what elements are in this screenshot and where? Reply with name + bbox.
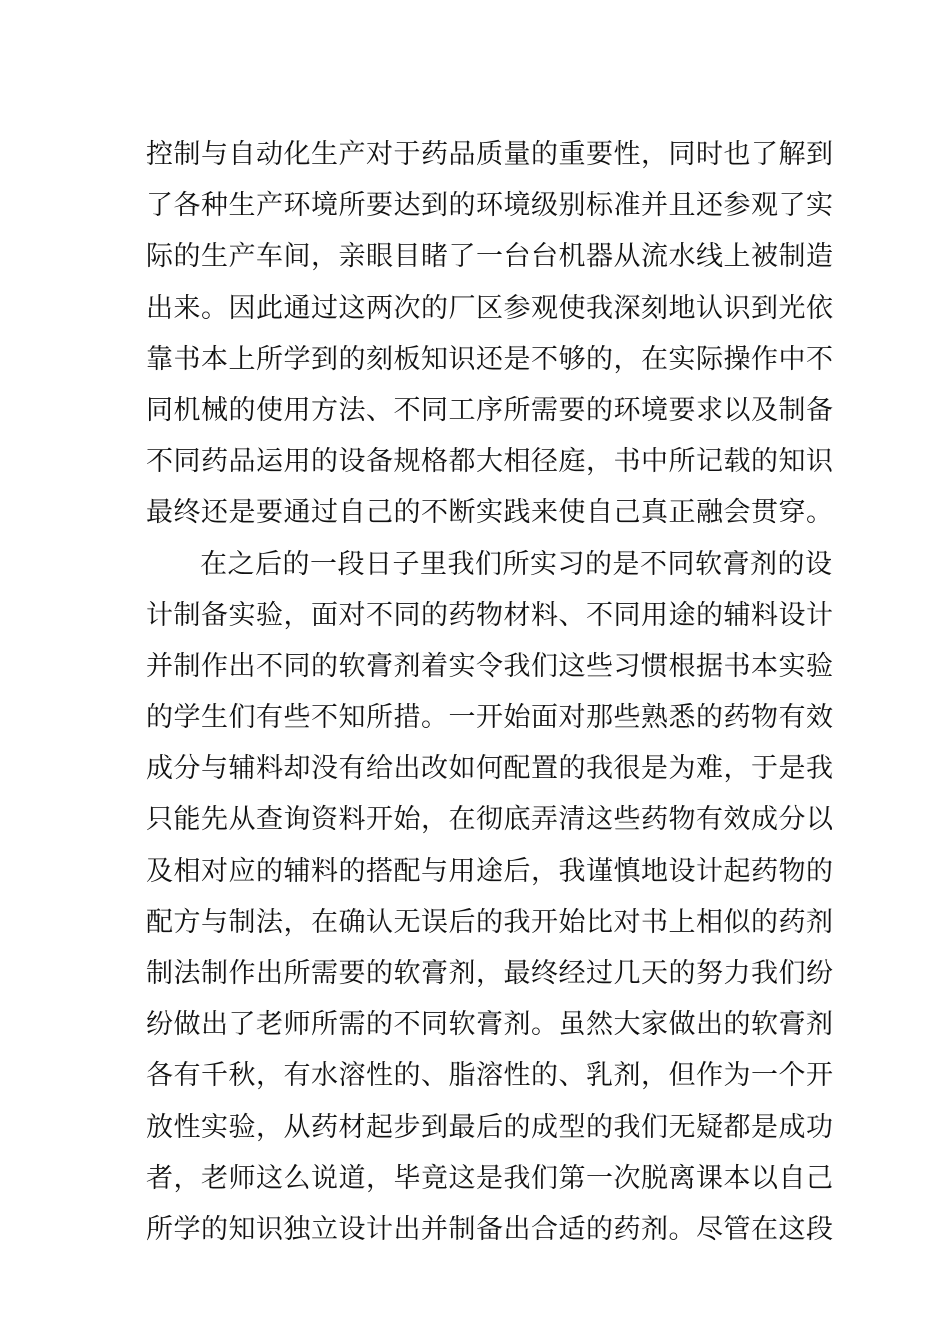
text-line: 配方与制法，在确认无误后的我开始比对书上相似的药剂 — [146, 906, 834, 938]
paragraph-first-line: 在之后的一段日子里我们所实习的是不同软膏剂的设 — [200, 548, 833, 580]
text-line: 不同药品运用的设备规格都大相径庭，书中所记载的知识 — [146, 446, 834, 478]
text-line: 了各种生产环境所要达到的环境级别标准并且还参观了实 — [146, 190, 834, 222]
text-line: 所学的知识独立设计出并制备出合适的药剂。尽管在这段 — [146, 1213, 834, 1245]
text-line: 并制作出不同的软膏剂着实令我们这些习惯根据书本实验 — [146, 650, 834, 682]
text-line: 计制备实验，面对不同的药物材料、不同用途的辅料设计 — [146, 599, 834, 631]
text-line: 控制与自动化生产对于药品质量的重要性，同时也了解到 — [146, 139, 834, 170]
text-line: 成分与辅料却没有给出改如何配置的我很是为难，于是我 — [146, 753, 834, 785]
text-line: 纷做出了老师所需的不同软膏剂。虽然大家做出的软膏剂 — [146, 1009, 834, 1041]
text-line: 者，老师这么说道，毕竟这是我们第一次脱离课本以自己 — [146, 1162, 834, 1194]
text-line: 只能先从查询资料开始，在彻底弄清这些药物有效成分以 — [146, 804, 834, 836]
text-line: 的学生们有些不知所措。一开始面对那些熟悉的药物有效 — [146, 702, 834, 734]
text-line: 各有千秋，有水溶性的、脂溶性的、乳剂，但作为一个开 — [146, 1060, 834, 1092]
text-line: 靠书本上所学到的刻板知识还是不够的，在实际操作中不 — [146, 343, 834, 375]
text-line: 出来。因此通过这两次的厂区参观使我深刻地认识到光依 — [146, 292, 834, 324]
text-line: 放性实验，从药材起步到最后的成型的我们无疑都是成功 — [146, 1111, 834, 1143]
text-line: 最终还是要通过自己的不断实践来使自己真正融会贯穿。 — [146, 497, 834, 529]
text-line: 及相对应的辅料的搭配与用途后，我谨慎地设计起药物的 — [146, 855, 834, 887]
text-line: 同机械的使用方法、不同工序所需要的环境要求以及制备 — [146, 394, 834, 426]
text-line: 制法制作出所需要的软膏剂，最终经过几天的努力我们纷 — [146, 958, 834, 989]
document-body — [146, 129, 834, 1255]
text-line: 际的生产车间，亲眼目睹了一台台机器从流水线上被制造 — [146, 241, 834, 273]
